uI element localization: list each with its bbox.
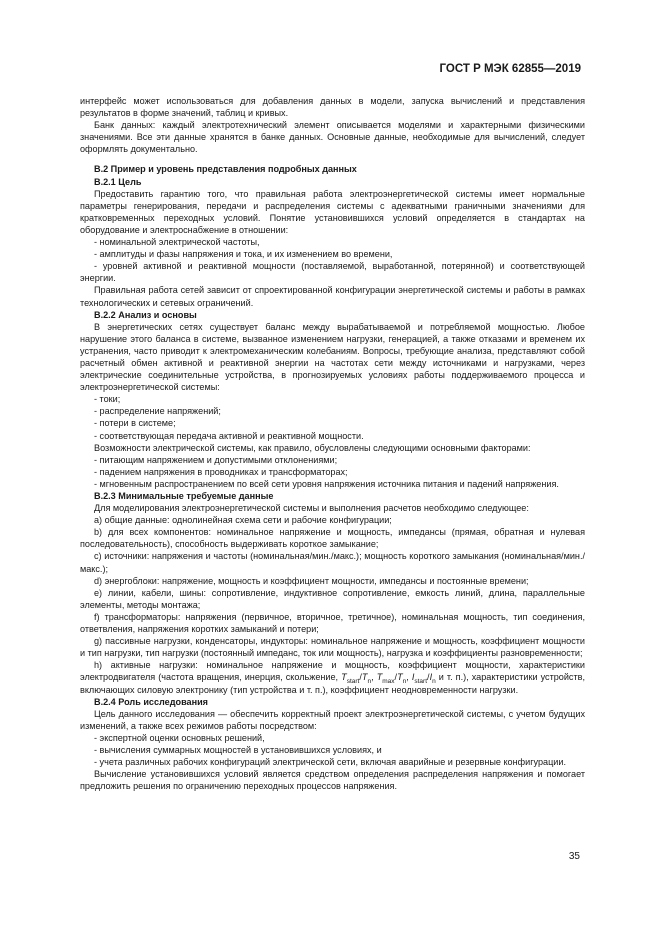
paragraph: В энергетических сетях существует баланс между вырабатываемой и потребляемой мощностью. Любое нарушение этого баланса в системе, вызванное изменением нагрузки, генерацией, а также отказами и временем их устранения, часто приводит к электромеханическим колебаниям. Вопросы, требующие анализа, представляют собой расчетный обмен активной и реактивной энергии на частотах сети между источниками и нагрузками, через электрические соединительные устройства, в прогнозируемых условиях работы поддерживаемого процесса и электроэнергетической системы: — [80, 321, 585, 393]
formula-token: I — [411, 672, 415, 683]
section-heading: B.2.1 Цель — [94, 176, 142, 187]
formula-token: n — [402, 678, 407, 686]
page-number: 35 — [568, 851, 580, 862]
list-item: - мгновенным распространением по всей сети уровня напряжения источника питания и падений напряжения. — [94, 478, 559, 489]
text-fragment: h) активные нагрузки: номинальное напряжение и мощность, коэффициент мощности, характеристики электродвигателя (частота вращения, инерция, скольжение, — [80, 660, 585, 683]
paragraph: a) общие данные: однолинейная схема сети и рабочие конфигурации; — [94, 515, 392, 526]
document-body — [80, 95, 585, 792]
list-item: - потери в системе; — [94, 418, 176, 429]
formula-token: T — [341, 672, 347, 683]
formula-token: I — [429, 672, 433, 683]
list-item: - уровней активной и реактивной мощности (поставляемой, выработанной, потерянной) и соответствующей энергии. — [80, 261, 585, 284]
paragraph: Для моделирования электроэнергетической системы и выполнения расчетов необходимо следующее: — [94, 503, 529, 514]
paragraph: g) пассивные нагрузки, конденсаторы, индукторы: номинальное напряжение и мощность, коэффициент мощности и тип нагрузки, тип нагрузки (постоянный импеданс, ток или мощность), нагрузка и коэффициенты разновременности; — [80, 636, 585, 659]
list-item: - токи; — [94, 394, 121, 405]
paragraph: f) трансформаторы: напряжения (первичное, вторичное, третичное), номинальная мощность, тип соединения, ответвления, напряжения коротких замыканий и потери; — [80, 611, 585, 635]
paragraph: Предоставить гарантию того, что правильная работа электроэнергетической системы имеет нормальные параметры генерирования, передачи и распределения системы с адекватными граничными значениями для кратковременных переходных условий. Понятие установившихся условий определяется в стандартах на оборудование и электроснабжение в отношении: — [80, 188, 585, 235]
formula-token: T — [376, 672, 383, 683]
formula-token: max — [382, 678, 395, 686]
paragraph: c) источники: напряжения и частоты (номинальная/мин./макс.); мощность короткого замыкания (номинальная/мин./макс.); — [80, 551, 585, 574]
paragraph: Банк данных: каждый электротехнический элемент описывается моделями и характерными физическими значениями. Все эти данные хранятся в банке данных. Основные данные, необходимые для вычислений, следует оформлять документально. — [80, 120, 585, 155]
section-heading: B.2 Пример и уровень представления подробных данных — [94, 164, 357, 175]
list-item: - номинальной электрической частоты, — [94, 237, 260, 248]
paragraph: d) энергоблоки: напряжение, мощность и коэффициент мощности, импедансы и постоянные времени; — [94, 575, 529, 586]
list-item: - соответствующая передача активной и реактивной мощности. — [94, 430, 364, 441]
paragraph: e) линии, кабели, шины: сопротивление, индуктивное сопротивление, емкость линий, длина, параллельные элементы, методы монтажа; — [80, 587, 585, 610]
formula-token: / — [394, 672, 398, 683]
list-item: - амплитуды и фазы напряжения и тока, и их изменением во времени, — [94, 249, 393, 260]
paragraph: Правильная работа сетей зависит от спроектированной конфигурации энергетической системы и работы в рамках технологических и сетевых ограничений. — [80, 285, 585, 308]
paragraph: интерфейс может использоваться для добавления данных в модели, запуска вычислений и представления результатов в форме значений, таблиц и кривых. — [80, 96, 585, 119]
list-item: - учета различных рабочих конфигураций электрической сети, включая аварийные и резервные конфигурации. — [94, 757, 566, 768]
formula-token: n — [432, 678, 436, 686]
list-item: - распределение напряжений; — [94, 406, 221, 417]
list-item: - падением напряжения в проводниках и трансформаторах; — [94, 466, 348, 477]
standard-designation: ГОСТ Р МЭК 62855—2019 — [439, 63, 581, 75]
formula-token: / — [427, 672, 430, 683]
list-item: - питающим напряжением и допустимыми отклонениями; — [94, 454, 338, 465]
list-item: - экспертной оценки основных решений, — [94, 732, 265, 743]
formula-token: , — [371, 672, 377, 683]
formula-token: , — [406, 672, 412, 683]
section-heading: B.2.2 Анализ и основы — [94, 309, 197, 320]
paragraph: Возможности электрической системы, как правило, обусловлены следующими основными факторами: — [94, 442, 531, 453]
paragraph: Вычисление установившихся условий является средством определения распределения напряжения и помогает предложить решения по ограничению переходных процессов напряжения. — [80, 769, 585, 792]
section-heading: B.2.3 Минимальные требуемые данные — [94, 491, 274, 501]
formula — [341, 672, 436, 686]
formula-token: n — [367, 678, 372, 686]
section-spacer — [80, 155, 585, 163]
text-fragment: и т. п.), характеристики устройств, включающих силовую электронику (тип устройства и т. п.), коэффициент неодновременности нагрузки. — [80, 672, 585, 695]
formula-token: T — [397, 672, 403, 683]
formula-token: start — [346, 678, 360, 686]
formula-token: / — [359, 672, 362, 683]
formula-token: start — [414, 678, 428, 686]
list-item: - вычисления суммарных мощностей в установившихся условиях, и — [94, 744, 382, 755]
section-heading: B.2.4 Роль исследования — [94, 696, 208, 707]
formula-token: T — [361, 672, 368, 683]
paragraph-with-formula — [80, 659, 585, 695]
paragraph: b) для всех компонентов: номинальное напряжение и мощность, импедансы (прямая, обратная и нулевая последовательность), способность выдерживать короткое замыкание; — [80, 527, 585, 550]
paragraph: Цель данного исследования — обеспечить корректный проект электроэнергетической системы, с учетом будущих изменений, а также всех режимов работы посредством: — [80, 708, 585, 731]
